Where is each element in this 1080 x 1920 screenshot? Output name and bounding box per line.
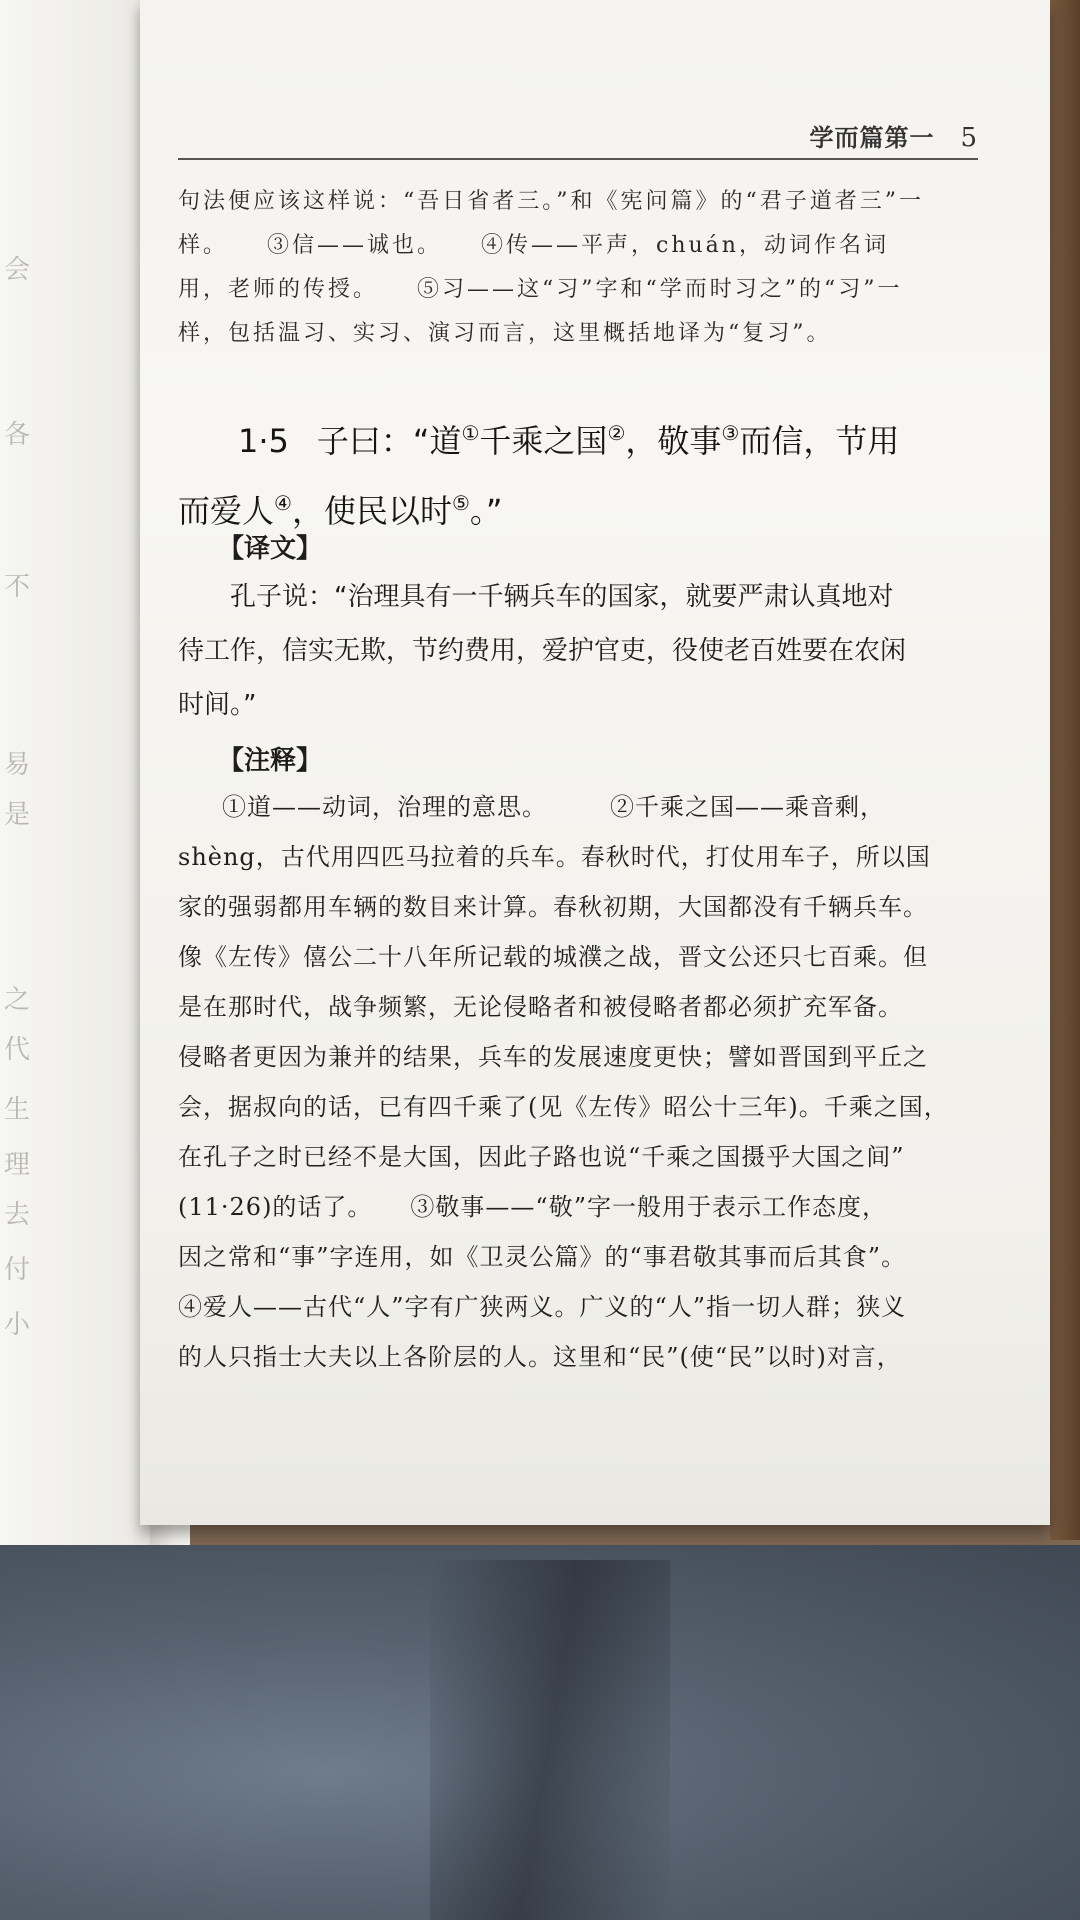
page-number: 5 xyxy=(960,123,978,153)
verse-text: 子曰：“道 xyxy=(316,422,462,460)
table-edge xyxy=(1050,0,1080,1540)
note-continuation xyxy=(178,180,978,356)
left-page-fragment: 各 xyxy=(4,420,31,450)
running-head xyxy=(578,118,978,153)
verse-1-5 xyxy=(178,402,978,542)
translation-line: 孔子说：“治理具有一千辆兵车的国家，就要严肃认真地对 xyxy=(230,582,894,612)
left-page-fragment: 付 xyxy=(4,1255,31,1285)
running-head-title: 学而篇第一 xyxy=(809,124,935,152)
note-line: 的人只指士大夫以上各阶层的人。这里和“民”(使“民”以时)对言， xyxy=(178,1343,902,1371)
left-page-fragment: 是 xyxy=(4,800,31,830)
left-page-fragment: 去 xyxy=(4,1200,31,1230)
verse-text: 千乘之国 xyxy=(479,422,608,460)
footnote-marker: ④ xyxy=(274,491,292,515)
notes-heading: 【注释】 xyxy=(218,746,323,776)
verse-line-1 xyxy=(178,402,978,472)
note-line: (11·26)的话了。 ③敬事——“敬”字一般用于表示工作态度， xyxy=(178,1193,887,1221)
left-page-fragment: 会 xyxy=(4,255,31,285)
verse-text: ，使民以时 xyxy=(291,492,452,530)
note-line: ①道——动词，治理的意思。 ②千乘之国——乘音剩， xyxy=(222,793,885,821)
left-page-fragment: 理 xyxy=(4,1150,31,1180)
header-rule xyxy=(178,158,978,160)
translation-line: 时间。” xyxy=(178,690,257,720)
left-page-fragment: 易 xyxy=(4,750,31,780)
note-line: 因之常和“事”字连用，如《卫灵公篇》的“事君敬其事而后其食”。 xyxy=(178,1243,907,1271)
note-line: shèng，古代用四匹马拉着的兵车。春秋时代，打仗用车子，所以国 xyxy=(178,843,931,871)
note-line: 侵略者更因为兼并的结果，兵车的发展速度更快；譬如晋国到平丘之 xyxy=(178,1043,928,1071)
note-line: 句法便应该这样说：“吾日省者三。”和《宪问篇》的“君子道者三”一 xyxy=(178,189,924,214)
left-page-fragment: 不 xyxy=(4,572,31,602)
left-page-fragment: 小 xyxy=(4,1310,31,1340)
notes-body xyxy=(178,782,978,1382)
footnote-marker: ③ xyxy=(721,421,740,445)
note-line: 样。 ③信——诚也。 ④传——平声，chuán，动词作名词 xyxy=(178,233,889,258)
note-line: 在孔子之时已经不是大国，因此子路也说“千乘之国摄乎大国之间” xyxy=(178,1143,905,1171)
verse-number: 1·5 xyxy=(238,422,289,460)
note-line: 像《左传》僖公二十八年所记载的城濮之战，晋文公还只七百乘。但 xyxy=(178,943,928,971)
note-line: 样，包括温习、实习、演习而言，这里概括地译为“复习”。 xyxy=(178,321,832,346)
fabric-fold xyxy=(430,1560,670,1920)
translation-body xyxy=(178,570,968,732)
verse-text: ，敬事 xyxy=(625,422,722,460)
translation-heading: 【译文】 xyxy=(218,534,323,564)
book-page xyxy=(140,0,1050,1525)
footnote-marker: ⑤ xyxy=(451,491,470,515)
translation-line: 待工作，信实无欺，节约费用，爱护官吏，役使老百姓要在农闲 xyxy=(178,636,907,666)
left-page-fragment: 代 xyxy=(4,1035,31,1065)
left-page-fragment: 之 xyxy=(4,985,31,1015)
verse-text: 。” xyxy=(469,492,503,530)
note-line: 是在那时代，战争频繁，无论侵略者和被侵略者都必须扩充军备。 xyxy=(178,993,903,1021)
verse-text: 而信，节用 xyxy=(739,422,900,460)
left-page-fragment: 生 xyxy=(4,1095,31,1125)
footnote-marker: ① xyxy=(461,421,480,445)
note-line: 会，据叔向的话，已有四千乘了(见《左传》昭公十三年)。千乘之国， xyxy=(178,1093,949,1121)
note-line: 用，老师的传授。 ⑤习——这“习”字和“学而时习之”的“习”一 xyxy=(178,277,903,302)
verse-text: 而爱人 xyxy=(178,492,275,530)
note-line: ④爱人——古代“人”字有广狭两义。广义的“人”指一切人群；狭义 xyxy=(178,1293,907,1321)
note-line: 家的强弱都用车辆的数目来计算。春秋初期，大国都没有千辆兵车。 xyxy=(178,893,928,921)
footnote-marker: ② xyxy=(607,421,626,445)
